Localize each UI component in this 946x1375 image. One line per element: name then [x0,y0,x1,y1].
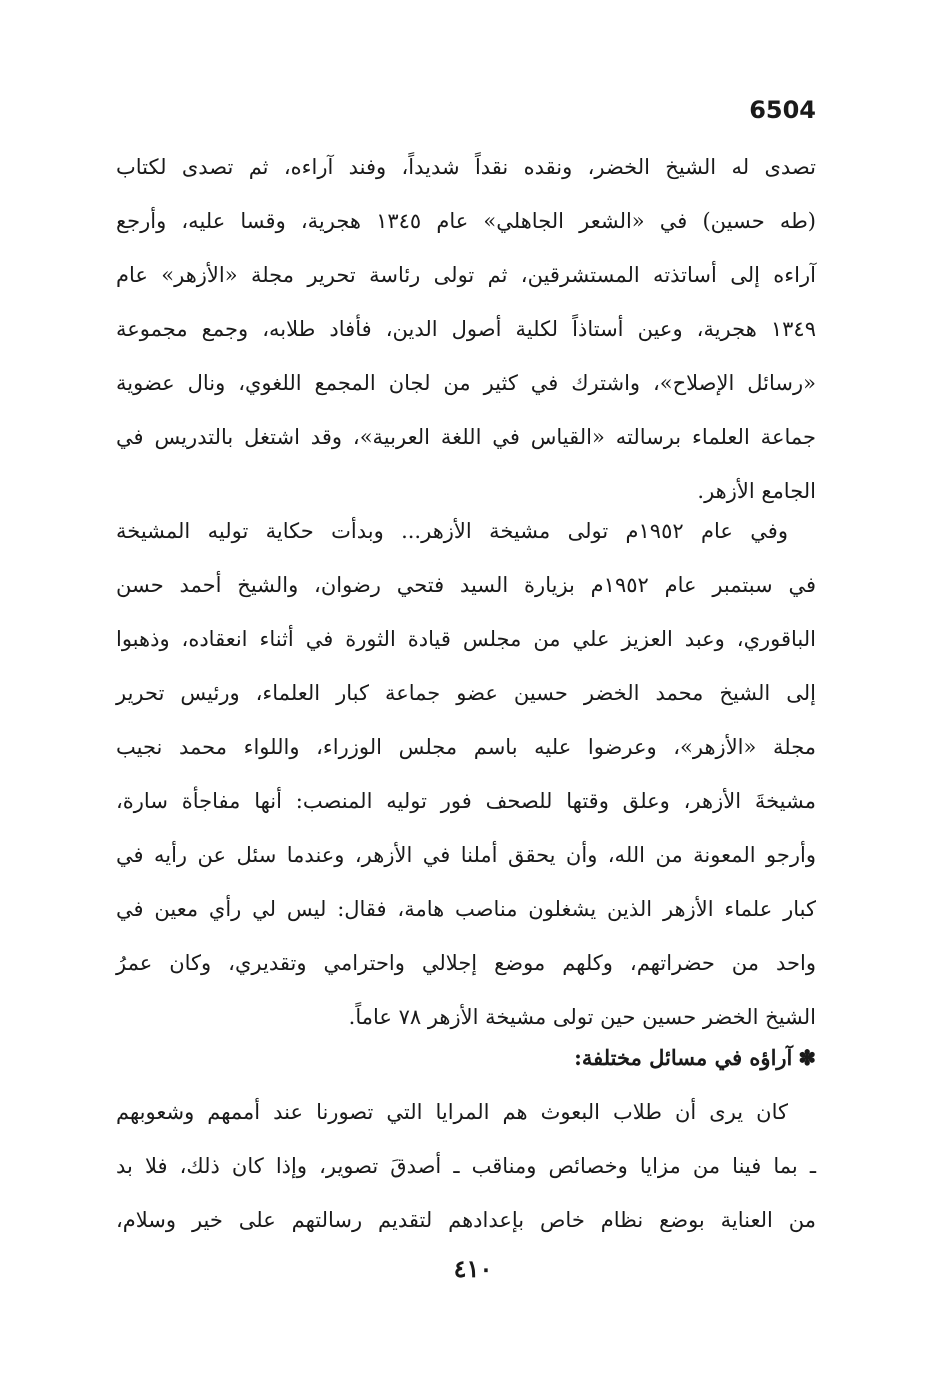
heading-text: آراؤه في مسائل مختلفة: [574,1045,793,1070]
text-line: وأرجو المعونة من الله، وأن يحقق أملنا في الأزهر، وعندما سئل عن رأيه في [116,843,816,867]
text-line: كان يرى أن طلاب البعوث هم المرايا التي تصورنا عند أممهم وشعوبهم [116,1100,788,1124]
paragraph-2 [116,504,816,1044]
page-id: 6504 [749,96,816,124]
text-line: مجلة «الأزهر»، وعرضوا عليه باسم مجلس الوزراء، واللواء محمد نجيب [116,735,816,759]
text-line: ١٣٤٩ هجرية، وعين أستاذاً لكلية أصول الدين، فأفاد طلابه، وجمع مجموعة [116,317,816,341]
text-line: تصدى له الشيخ الخضر، ونقده نقداً شديداً، وفند آراءه، ثم تصدى لكتاب [116,155,816,179]
text-line: مشيخةَ الأزهر، وعلق وقتها للصحف فور توليه المنصب: أنها مفاجأة سارة، [116,789,816,813]
text-line: (طه حسين) في «الشعر الجاهلي» عام ١٣٤٥ هجرية، وقسا عليه، وأرجع [116,209,816,233]
text-line: آراءه إلى أساتذته المستشرقين، ثم تولى رئاسة تحرير مجلة «الأزهر» عام [116,263,816,287]
text-line: الباقوري، وعبد العزيز علي من مجلس قيادة الثورة في أثناء انعقاده، وذهبوا [116,627,816,651]
text-line: وفي عام ١٩٥٢م تولى مشيخة الأزهر... وبدأت حكاية توليه المشيخة [116,519,788,543]
text-line: ـ بما فينا من مزايا وخصائص ومناقب ـ أصدقَ تصوير، وإذا كان ذلك، فلا بد [116,1154,816,1178]
asterisk-bullet-icon: ✽ [798,1045,816,1070]
text-line: واحد من حضراتهم، وكلهم موضع إجلالي واحترامي وتقديري، وكان عمرُ [116,951,816,975]
text-line: كبار علماء الأزهر الذين يشغلون مناصب هامة، فقال: ليس لي رأي معين في [116,897,816,921]
section-heading [116,1031,816,1085]
text-line: إلى الشيخ محمد الخضر حسين عضو جماعة كبار العلماء، ورئيس تحرير [116,681,816,705]
page-number: ٤١٠ [453,1254,493,1283]
text-line: في سبتمبر عام ١٩٥٢م بزيارة السيد فتحي رضوان، والشيخ أحمد حسن [116,573,816,597]
paragraph-1 [116,140,816,518]
paragraph-3 [116,1085,816,1247]
text-line: «رسائل الإصلاح»، واشترك في كثير من لجان المجمع اللغوي، ونال عضوية [116,371,816,395]
text-line: من العناية بوضع نظام خاص بإعدادهم لتقديم رسالتهم على خير وسلام، [116,1208,816,1232]
text-line: الشيخ الخضر حسين حين تولى مشيخة الأزهر ٧٨ عاماً. [348,1005,816,1029]
heading-line [116,1031,816,1085]
text-line: جماعة العلماء برسالته «القياس في اللغة العربية»، وقد اشتغل بالتدريس في [116,425,816,449]
text-line: الجامع الأزهر. [697,479,816,503]
